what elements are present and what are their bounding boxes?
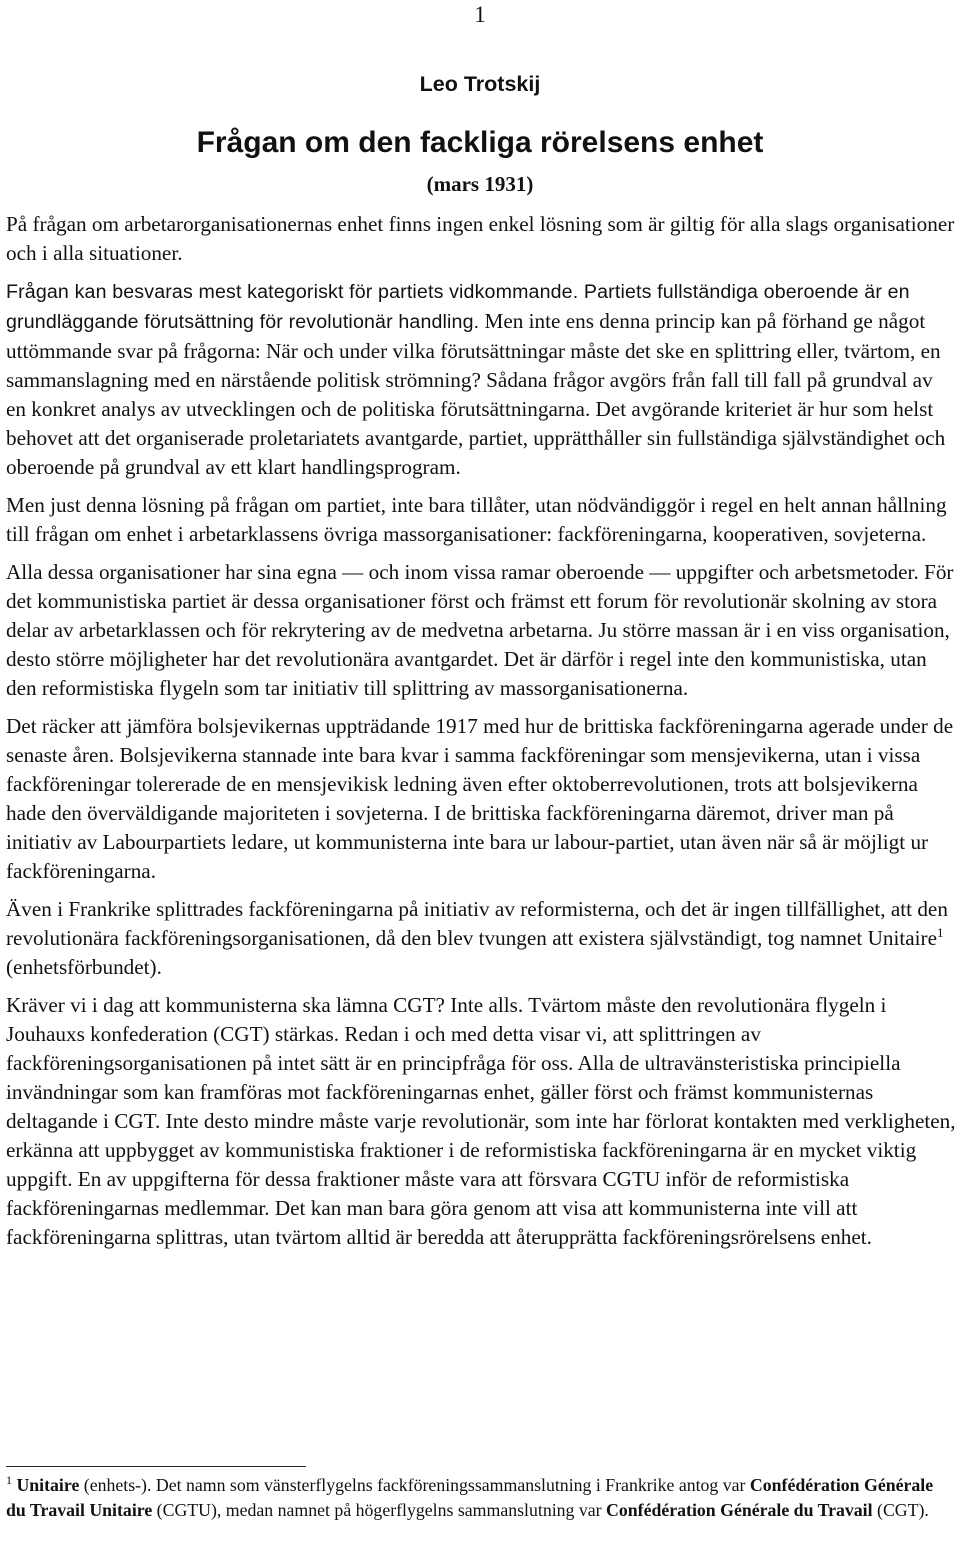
paragraph-1: På frågan om arbetarorganisationernas enhet finns ingen enkel lösning som är giltig för alla slags organisationer och i alla situationer.: [6, 212, 955, 265]
paragraph-2-rest: Men inte ens denna princip kan på förhand ge något uttömmande svar på frågorna: När och under vilka förutsättningar måste det ske en splittring eller, tvärtom, en sammanslagning med en närstående politisk strömning? Sådana frågor avgörs från fall till fall på grundval av en konkret analys av utvecklingen och de politiska förutsättningarna. Det avgörande kriteriet är hur som helst behovet att det organiserade proletariatets avantgarde, partiet, upprätthåller sin fullständiga självständighet och oberoende på grundval av ett klart handlingsprogram.: [6, 309, 946, 479]
article-body: [6, 210, 956, 1261]
footnote-ref[interactable]: 1: [937, 924, 944, 940]
paragraph-2: [6, 277, 956, 482]
footnote-divider: [6, 1466, 306, 1467]
paragraph-4: Alla dessa organisationer har sina egna — och inom vissa ramar oberoende — uppgifter och arbetsmetoder. För det kommunistiska partiet är dessa organisationer först och främst ett forum för revolutionär skolning av stora delar av arbetarklassen och för rekrytering av de medvetna arbetarna. Ju större massan är i en viss organisation, desto större möjligheter har det revolutionära avantgardet. Det är därför i regel inte den kommunistiska, utan den reformistiska flygeln som tar initiativ till splittring av massorganisationerna.: [6, 560, 954, 700]
footnote-text-2: (CGTU), medan namnet på högerflygelns sammanslutning var: [152, 1500, 607, 1520]
paragraph-3: Men just denna lösning på frågan om partiet, inte bara tillåter, utan nödvändiggör i regel en helt annan hållning till frågan om enhet i arbetarklassens övriga massorganisationer: fackföreningarna, kooperativen, sovjeterna.: [6, 493, 947, 546]
paragraph-6-text: Även i Frankrike splittrades fackföreningarna på initiativ av reformisterna, och det är ingen tillfällighet, att den revolutionära fackföreningsorganisationen, då den blev tvungen att existera självständigt, tog namnet Unitaire: [6, 897, 948, 950]
footnote-text-3: (CGT).: [872, 1500, 929, 1520]
paragraph-5: Det räcker att jämföra bolsjevikernas uppträdande 1917 med hur de brittiska fackföreningarna agerade under de senaste åren. Bolsjevikerna stannade inte bara kvar i samma fackföreningar som mensjevikerna, utan i vissa fackföreningar tolererade de en mensjevikisk ledning även efter oktoberrevolutionen, trots att bolsjevikerna hade den överväldigande majoriteten i sovjeterna. I de brittiska fackföreningarna däremot, driver man på initiativ av Labourpartiets ledare, ut kommunisterna inte bara ur labour-partiet, utan även när så är möjligt ur fackföreningarna.: [6, 714, 954, 883]
footnote: [6, 1473, 956, 1523]
paragraph-7: Kräver vi i dag att kommunisterna ska lämna CGT? Inte alls. Tvärtom måste den revolutionära flygeln i Jouhauxs konfederation (CGT) stärkas. Redan i och med detta visar vi, att splittringen av fackföreningsorganisationen på intet sätt är en principfråga för oss. Alla de ultravänsteristiska principiella invändningar som kan framföras mot fackföreningarnas enhet, gäller först och främst kommunisternas deltagande i CGT. Inte desto mindre måste varje revolutionär, som inte har förlorat kontakten med verkligheten, erkänna att uppbygget av kommunistiska fraktioner i de reformistiska fackföreningarna är en mycket viktig uppgift. En av uppgifterna för dessa fraktioner måste vara att försvara CGTU inför de reformistiska fackföreningarnas medlemmar. Det kan man bara göra genom att visa att kommunisterna inte vill att fackföreningarna splittras, utan tvärtom alltid är beredda att återupprätta fackföreningsrörelsens enhet.: [6, 993, 956, 1249]
paragraph-6: [6, 895, 956, 982]
footnote-number: 1: [6, 1473, 12, 1488]
footnote-cgtu-name: Confédération Générale du Travail Unitaire: [6, 1475, 934, 1520]
page-number: 1: [474, 2, 486, 27]
footnote-text-1: (enhets-). Det namn som vänsterflygelns fackföreningssammanslutning i Frankrike antog var: [79, 1475, 750, 1495]
author-heading: Leo Trotskij: [419, 72, 541, 96]
paragraph-2-lead: Frågan kan besvaras mest kategoriskt för partiets vidkommande. Partiets fullständiga oberoende är en grundläggande förutsättning för revolutionär handling.: [6, 281, 910, 333]
page-title: Frågan om den fackliga rörelsens enhet: [196, 126, 764, 159]
footnote-term: Unitaire: [16, 1475, 80, 1495]
footnote-cgt-name: Confédération Générale du Travail: [606, 1500, 873, 1520]
date-subtitle: (mars 1931): [426, 172, 534, 196]
paragraph-6-end: (enhetsförbundet).: [6, 955, 162, 979]
